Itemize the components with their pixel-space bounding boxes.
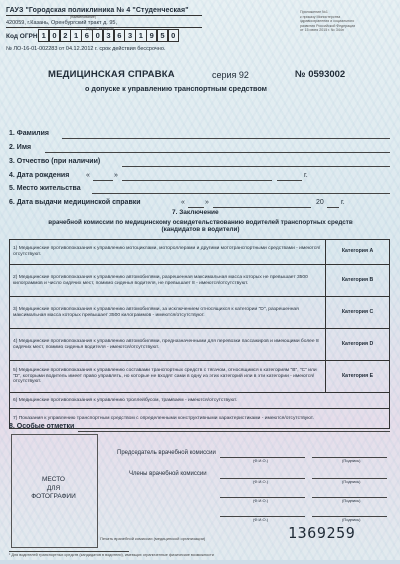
category-label: Категория В	[326, 265, 390, 297]
photo-text-line: ФОТОГРАФИИ	[31, 493, 76, 500]
issue-year-prefix: 20	[316, 199, 324, 206]
issue-month-line[interactable]	[213, 207, 311, 208]
birthdate-close-quote: »	[114, 172, 118, 179]
divider	[6, 15, 202, 16]
document-title: МЕДИЦИНСКАЯ СПРАВКА	[48, 69, 175, 80]
ogrn-digit: 6	[114, 29, 125, 42]
ogrn-digit: 0	[92, 29, 103, 42]
organization-name: ГАУЗ "Городская поликлиника № 4 "Студенческая"	[6, 7, 189, 14]
field-residence-line[interactable]	[92, 193, 390, 194]
sign-caption: (Подпись)	[342, 458, 361, 463]
footnote-divider	[9, 551, 129, 552]
issue-day-line[interactable]	[188, 207, 204, 208]
category-text: 5) Медицинские противопоказания к управлению составами транспортных средств с тягачом, относящимся к категориям "B", "C" или "D", которыми водитель имеет право управлять, но которые не входят сами в одну из этих категорий или в эти категории - имеются/отсутствуют.	[10, 361, 326, 393]
fio-caption: (Ф.И.О.)	[253, 479, 269, 484]
category-text: 1) Медицинские противопоказания к управлению мотоциклами, мотороллерами и другими мототранспортными средствами - имеются/отсутствуют.	[10, 240, 326, 265]
field-patronymic-line[interactable]	[122, 166, 390, 167]
approval-line: развития Российской Федерации	[300, 23, 356, 28]
conclusion-title: 7. Заключение	[172, 209, 219, 216]
ogrn-digit: 9	[146, 29, 157, 42]
category-label: Категория D	[326, 329, 390, 361]
photo-placeholder-text	[11, 476, 96, 502]
category-text: 6) Медицинские противопоказания к управлению троллейбусом, трамваем - имеются/отсутствуют.	[10, 393, 390, 409]
field-name-label: 2. Имя	[9, 144, 32, 151]
table-row	[10, 240, 390, 265]
sign-caption: (Подпись)	[342, 498, 361, 503]
table-row	[10, 329, 390, 361]
license-info: № ЛО-16-01-002283 от 04.12.2012 г. срок действия бессрочно.	[6, 46, 166, 52]
special-marks-line[interactable]	[78, 431, 390, 432]
issue-year-line[interactable]	[327, 207, 339, 208]
document-series: серия 92	[212, 70, 249, 80]
issue-year-suffix: г.	[341, 199, 345, 206]
issue-open-quote: «	[181, 199, 185, 206]
document-subtitle: о допуске к управлению транспортным средством	[85, 84, 267, 93]
fio-caption: (Ф.И.О.)	[253, 498, 269, 503]
sign-caption: (Подпись)	[342, 479, 361, 484]
ogrn-digit: 1	[135, 29, 146, 42]
ogrn-digit: 0	[49, 29, 60, 42]
special-marks-label: 8. Особые отметки	[9, 423, 75, 430]
serial-number: 1369259	[288, 524, 356, 542]
category-text: 2) Медицинские противопоказания к управлению автомобилями, разрешенная максимальная масса которых не превышает 3500 килограммов и число сидячих мест, помимо сиденья водителя, не превышает 8 - имеются/отсутствуют.	[10, 265, 326, 297]
ogrn-digit: 3	[124, 29, 135, 42]
category-text: 7) Показания к управлению транспортным средством с определенными конструктивными характеристиками - имеются/отсутствуют.	[10, 409, 390, 429]
birthdate-month-line[interactable]	[122, 180, 272, 181]
organization-name-caption: (наименование)	[70, 15, 96, 19]
sign-caption: (Подпись)	[342, 517, 361, 522]
approval-line: здравоохранения и социального	[300, 19, 355, 24]
field-surname-label: 1. Фамилия	[9, 130, 49, 137]
footnote: ¹ Для водителей транспортных средств (кандидатов в водители), имеющих ограниченные физические возможности	[9, 553, 214, 557]
ogrn-digit: 1	[70, 29, 81, 42]
ogrn-digit: 5	[157, 29, 168, 42]
bottom-stripe	[0, 560, 400, 564]
category-label: Категория С	[326, 297, 390, 329]
ogrn-digit: 6	[81, 29, 92, 42]
field-patronymic-label: 3. Отчество (при наличии)	[9, 158, 101, 165]
table-row	[10, 297, 390, 329]
table-row	[10, 361, 390, 393]
category-text: 4) Медицинские противопоказания к управлению автомобилями, предназначенными для перевозки пассажиров и имеющими более 8 сидячих мест, помимо сиденья водителя - имеются/отсутствуют.	[10, 329, 326, 361]
fio-caption: (Ф.И.О.)	[253, 458, 269, 463]
fio-caption: (Ф.И.О.)	[253, 517, 269, 522]
organization-address-caption: (адрес, телефон)	[86, 27, 115, 31]
approval-line: к приказу Министерства	[300, 14, 341, 19]
document-number: № 0593002	[295, 69, 346, 80]
photo-text-line: ДЛЯ	[46, 484, 61, 492]
birthdate-day-line[interactable]	[93, 180, 113, 181]
seal-caption: Печать врачебной комиссии (медицинской организации)	[100, 536, 206, 541]
approval-line: от 15 июня 2015 г. № 344н	[300, 28, 344, 33]
table-row	[10, 393, 390, 409]
ogrn-code-boxes	[38, 29, 178, 42]
ogrn-digit: 3	[103, 29, 114, 42]
field-name-line[interactable]	[45, 152, 390, 153]
category-text: 3) Медицинские противопоказания к управлению автомобилями, за исключением относящихся к категории "D", разрешенная максимальная масса которых превышает 3500 килограммов - имеются/отсутствуют.	[10, 297, 326, 329]
photo-text-line: МЕСТО	[42, 476, 65, 483]
field-surname-line[interactable]	[62, 138, 390, 139]
approval-note	[300, 10, 392, 33]
commission-members-label: Члены врачебной комиссии	[129, 471, 207, 477]
birthdate-open-quote: «	[86, 172, 90, 179]
ogrn-digit: 2	[60, 29, 71, 42]
ogrn-digit: 1	[38, 29, 49, 42]
table-row	[10, 265, 390, 297]
field-residence-label: 5. Место жительства	[9, 185, 81, 192]
birthdate-year-line[interactable]	[277, 180, 302, 181]
organization-address: 420059, г.Казань, Оренбургский тракт д. 95,	[6, 20, 117, 26]
category-label: Категория Е	[326, 361, 390, 393]
field-birthdate-label: 4. Дата рождения	[9, 172, 70, 179]
issue-close-quote: »	[205, 199, 209, 206]
categories-table	[9, 239, 390, 429]
field-issue-date-label: 6. Дата выдачи медицинской справки	[9, 199, 141, 206]
birthdate-year-suffix: г.	[304, 172, 308, 179]
ogrn-label: Код ОГРН	[6, 33, 38, 40]
ogrn-digit: 0	[168, 29, 179, 42]
category-label: Категория А	[326, 240, 390, 265]
approval-line: Приложение №1	[300, 10, 328, 14]
commission-chair-label: Председатель врачебной комиссии	[117, 450, 216, 456]
conclusion-subtitle: врачебной комиссии по медицинскому освидетельствованию водителей транспортных средств (кандидатов в водители)	[48, 219, 353, 233]
